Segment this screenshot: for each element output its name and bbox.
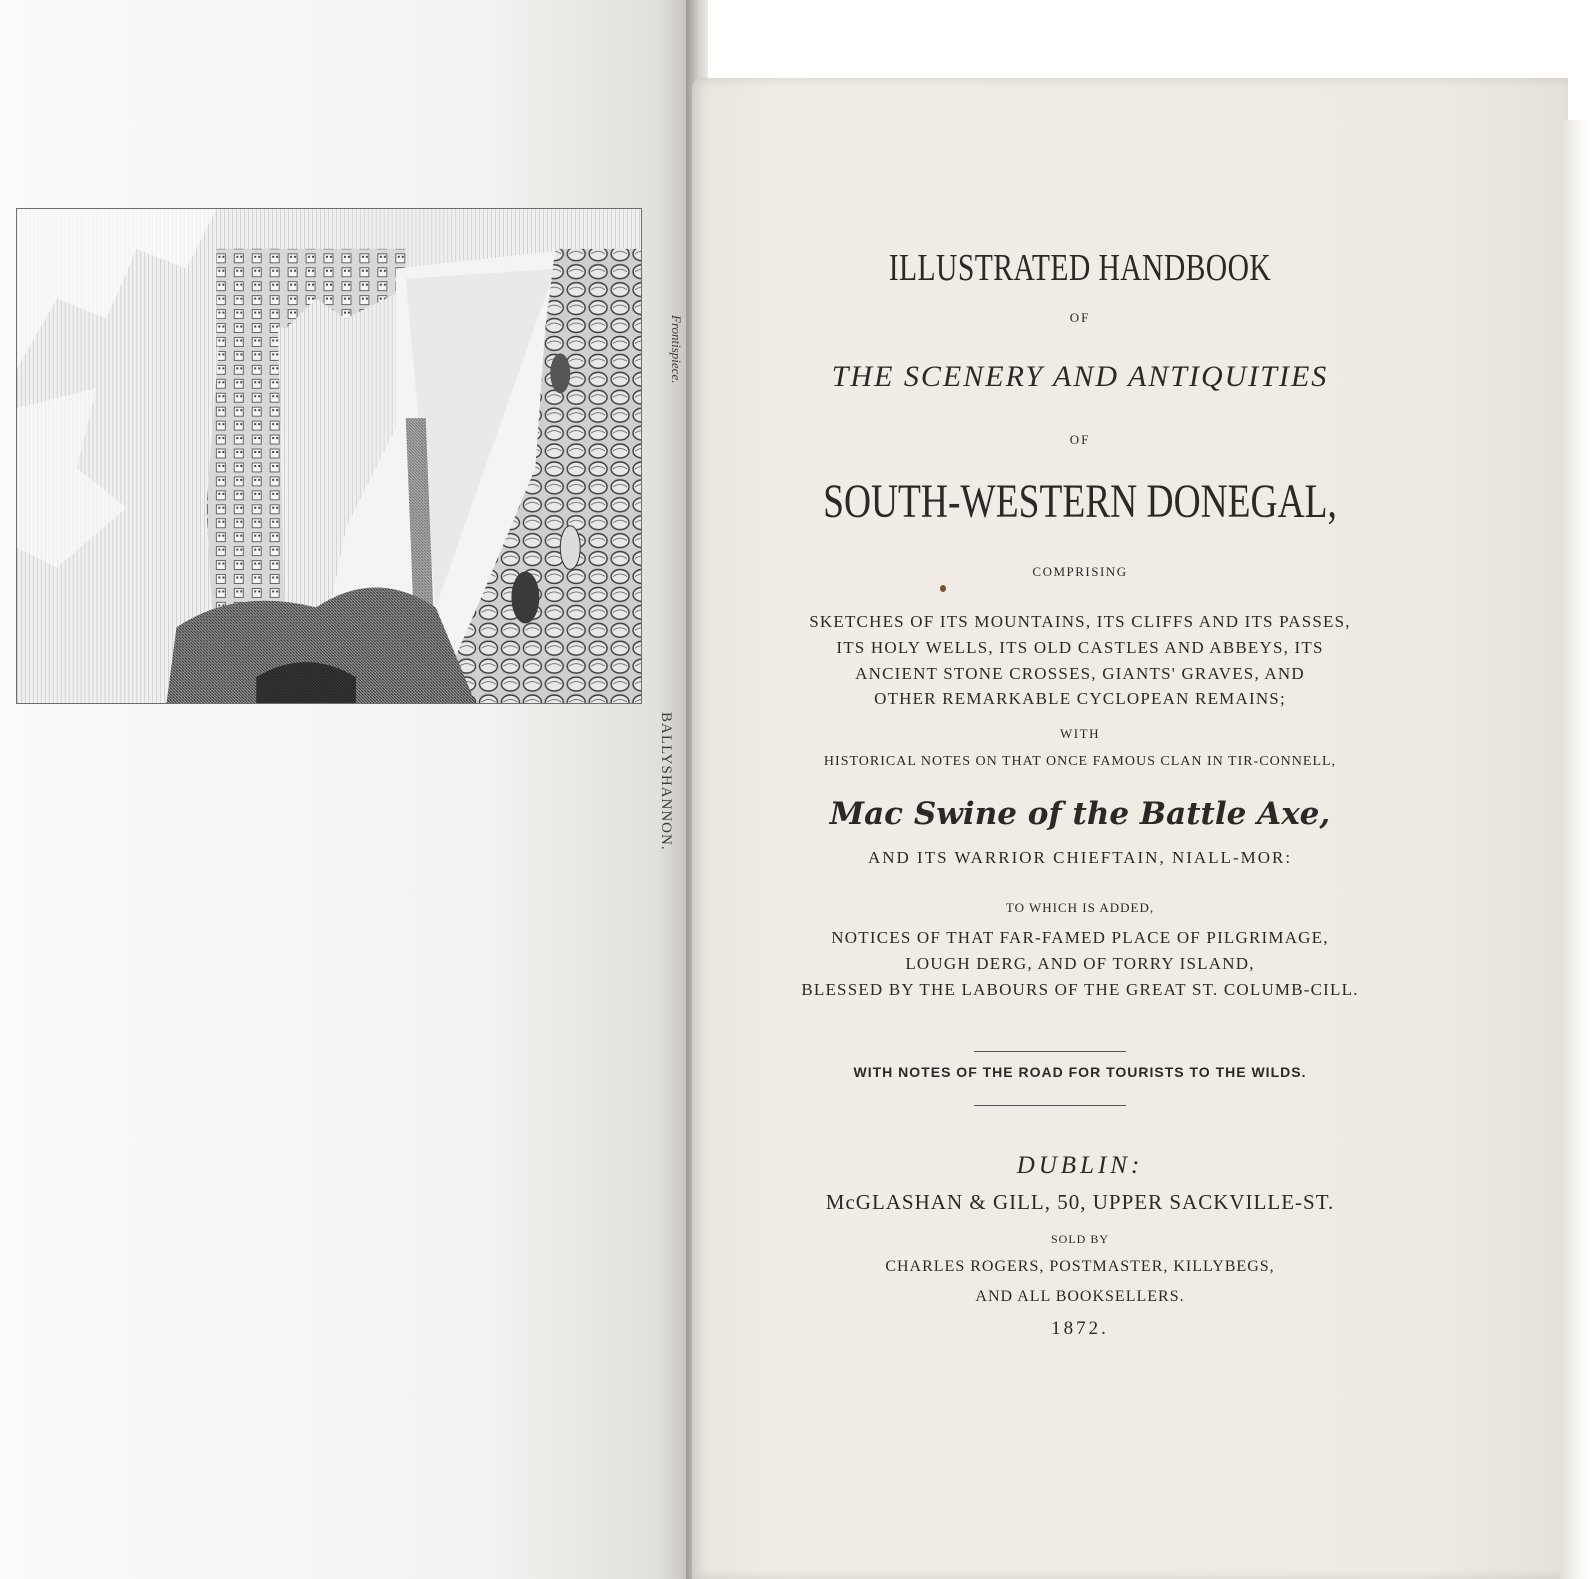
sketches-line: SKETCHES OF ITS MOUNTAINS, ITS CLIFFS AND ITS PASSES, — [809, 612, 1351, 631]
book-subtitle: THE SCENERY AND ANTIQUITIES — [831, 360, 1329, 393]
tourist-notes: WITH NOTES OF THE ROAD FOR TOURISTS TO THE WILDS. — [853, 1064, 1307, 1080]
imprint-seller: CHARLES ROGERS, POSTMASTER, KILLYBEGS, — [885, 1258, 1275, 1275]
imprint-booksellers: AND ALL BOOKSELLERS. — [975, 1288, 1185, 1305]
imprint-publisher: McGLASHAN & GILL, 50, UPPER SACKVILLE-ST. — [825, 1190, 1335, 1214]
clan-name: Mac Swine of the Battle Axe, — [829, 796, 1331, 832]
notices-line: NOTICES OF THAT FAR-FAMED PLACE OF PILGRIMAGE, — [831, 928, 1329, 947]
book-title: ILLUSTRATED HANDBOOK — [888, 247, 1272, 289]
plate-caption: BALLYSHANNON. — [658, 712, 674, 851]
region-title: SOUTH-WESTERN DONEGAL, — [823, 475, 1337, 528]
plate-note: Frontispiece. — [669, 315, 684, 384]
comprising-label: COMPRISING — [1032, 564, 1128, 579]
engraving-illustration — [17, 209, 641, 703]
notices-line: BLESSED BY THE LABOURS OF THE GREAT ST. COLUMB-CILL. — [801, 980, 1359, 999]
sketches-line: ANCIENT STONE CROSSES, GIANTS' GRAVES, AND — [855, 664, 1305, 683]
connector-of: OF — [1069, 310, 1091, 325]
divider-rule — [974, 1051, 1126, 1052]
foxing-spot — [940, 585, 946, 592]
warrior-chieftain: AND ITS WARRIOR CHIEFTAIN, NIALL-MOR: — [867, 848, 1293, 867]
sold-by-label: SOLD BY — [1050, 1232, 1109, 1246]
notices-line: LOUGH DERG, AND OF TORRY ISLAND, — [905, 954, 1255, 973]
connector-of: OF — [1069, 432, 1091, 447]
added-label: TO WHICH IS ADDED, — [1005, 900, 1155, 915]
with-label: WITH — [1060, 726, 1100, 741]
engraving-ballyshannon — [16, 208, 642, 704]
sketches-line: OTHER REMARKABLE CYCLOPEAN REMAINS; — [874, 689, 1286, 708]
historical-notes: HISTORICAL NOTES ON THAT ONCE FAMOUS CLAN IN TIR-CONNELL, — [823, 754, 1337, 769]
sketches-line: ITS HOLY WELLS, ITS OLD CASTLES AND ABBEYS, ITS — [836, 638, 1324, 657]
imprint-year: 1872. — [1051, 1318, 1109, 1339]
divider-rule — [974, 1105, 1126, 1106]
title-page — [692, 78, 1568, 1478]
imprint-city: DUBLIN: — [1016, 1152, 1144, 1179]
